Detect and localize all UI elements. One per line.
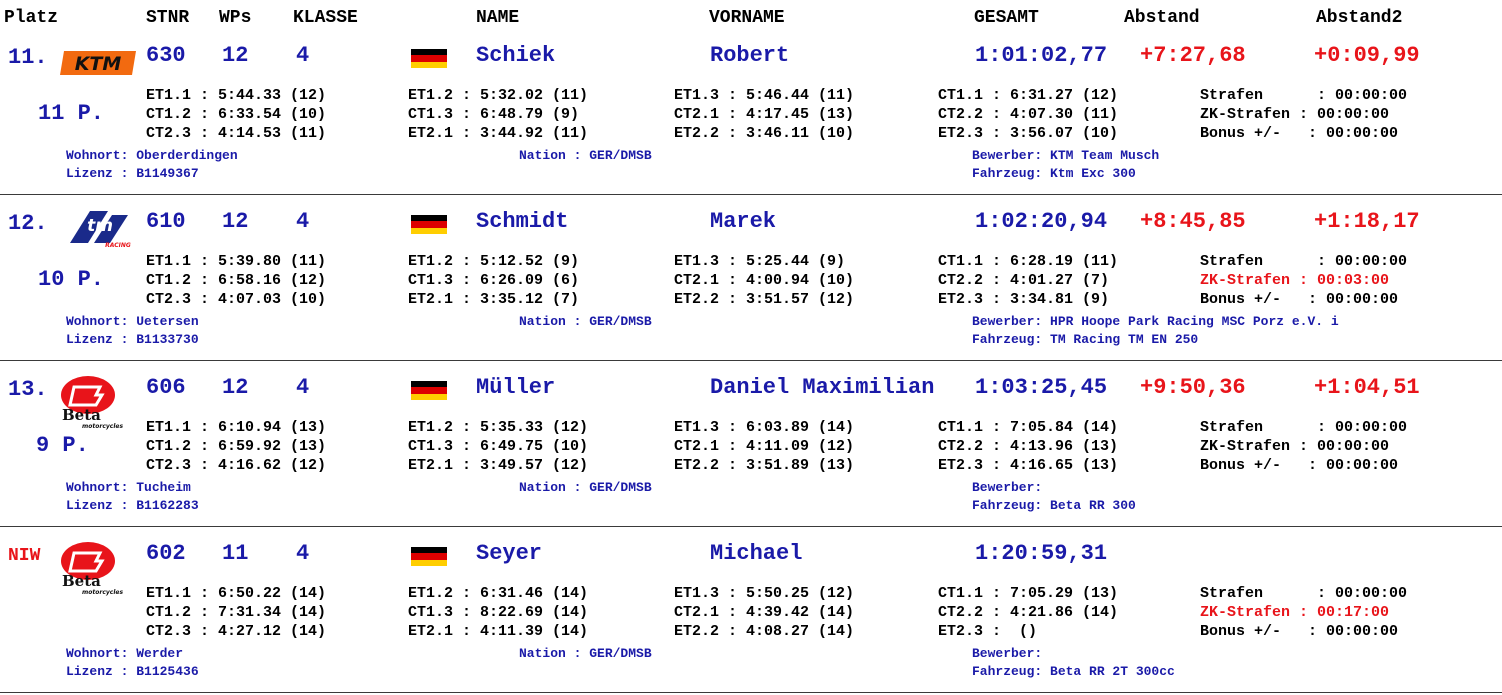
divider — [0, 692, 1502, 693]
penalty: ZK-Strafen : 00:00:00 — [1200, 438, 1390, 455]
col-klasse: KLASSE — [293, 8, 358, 28]
rank: NIW — [8, 546, 41, 566]
split-time: CT1.1 : 7:05.84 (14) — [938, 419, 1119, 436]
vorname: Marek — [710, 209, 777, 234]
col-abstand2: Abstand2 — [1316, 8, 1403, 28]
split-time: CT2.1 : 4:17.45 (13) — [674, 106, 855, 123]
name: Schmidt — [476, 209, 569, 234]
split-time: ET1.2 : 6:31.46 (14) — [408, 585, 589, 602]
split-time: CT2.3 : 4:27.12 (14) — [146, 623, 327, 640]
split-time: CT2.2 : 4:13.96 (13) — [938, 438, 1119, 455]
split-time: ET2.3 : 3:34.81 (9) — [938, 291, 1110, 308]
lizenz: Lizenz : B1162283 — [66, 498, 199, 513]
penalty: ZK-Strafen : 00:03:00 — [1200, 272, 1390, 289]
bewerber: Bewerber: HPR Hoope Park Racing MSC Porz e.V. i — [972, 314, 1339, 329]
brand-logo-icon — [60, 375, 140, 430]
split-time: ET1.1 : 5:39.80 (11) — [146, 253, 327, 270]
rank: 11. — [8, 45, 48, 70]
fahrzeug: Fahrzeug: Beta RR 2T 300cc — [972, 664, 1175, 679]
split-time: ET1.2 : 5:32.02 (11) — [408, 87, 589, 104]
vorname: Robert — [710, 43, 790, 68]
svg-text:tm: tm — [87, 216, 113, 236]
split-time: CT1.3 : 6:48.79 (9) — [408, 106, 580, 123]
split-time: CT1.1 : 6:31.27 (12) — [938, 87, 1119, 104]
col-gesamt: GESAMT — [974, 8, 1039, 28]
germany-flag-icon — [411, 49, 447, 68]
split-time: CT2.2 : 4:07.30 (11) — [938, 106, 1119, 123]
points: 10 P. — [38, 267, 105, 292]
germany-flag-icon — [411, 215, 447, 234]
bewerber: Bewerber: — [972, 480, 1043, 495]
penalty: Strafen : 00:00:00 — [1200, 419, 1408, 436]
wps: 12 — [222, 375, 249, 400]
divider — [0, 194, 1502, 195]
split-time: ET1.3 : 5:25.44 (9) — [674, 253, 846, 270]
wohnort: Wohnort: Uetersen — [66, 314, 199, 329]
klasse: 4 — [296, 209, 310, 234]
column-header — [0, 0, 1502, 30]
svg-text:Beta: Beta — [62, 572, 101, 590]
penalty: Bonus +/- : 00:00:00 — [1200, 125, 1399, 142]
svg-text:motorcycles: motorcycles — [82, 589, 124, 596]
svg-text:motorcycles: motorcycles — [82, 423, 124, 430]
vorname: Michael — [710, 541, 803, 566]
penalty: ZK-Strafen : 00:17:00 — [1200, 604, 1390, 621]
bewerber: Bewerber: — [972, 646, 1043, 661]
wohnort: Wohnort: Werder — [66, 646, 184, 661]
fahrzeug: Fahrzeug: Ktm Exc 300 — [972, 166, 1136, 181]
gesamt: 1:03:25,45 — [975, 375, 1108, 400]
split-time: ET1.1 : 5:44.33 (12) — [146, 87, 327, 104]
abstand: +9:50,36 — [1140, 375, 1246, 400]
germany-flag-icon — [411, 381, 447, 400]
penalty: Strafen : 00:00:00 — [1200, 87, 1408, 104]
gesamt: 1:01:02,77 — [975, 43, 1108, 68]
penalty: Bonus +/- : 00:00:00 — [1200, 623, 1399, 640]
split-time: CT2.3 : 4:14.53 (11) — [146, 125, 327, 142]
split-time: ET1.2 : 5:12.52 (9) — [408, 253, 580, 270]
fahrzeug: Fahrzeug: TM Racing TM EN 250 — [972, 332, 1199, 347]
name: Müller — [476, 375, 556, 400]
abstand2: +1:04,51 — [1314, 375, 1420, 400]
points: 9 P. — [36, 433, 89, 458]
split-time: CT1.1 : 6:28.19 (11) — [938, 253, 1119, 270]
rider-entry — [0, 529, 1502, 695]
split-time: ET2.1 : 3:44.92 (11) — [408, 125, 589, 142]
split-time: ET1.2 : 5:35.33 (12) — [408, 419, 589, 436]
name: Seyer — [476, 541, 543, 566]
penalty: Bonus +/- : 00:00:00 — [1200, 457, 1399, 474]
split-time: ET1.3 : 5:50.25 (12) — [674, 585, 855, 602]
gesamt: 1:20:59,31 — [975, 541, 1108, 566]
split-time: ET2.1 : 3:49.57 (12) — [408, 457, 589, 474]
col-vorname: VORNAME — [709, 8, 785, 28]
svg-text:KTM: KTM — [74, 53, 122, 75]
split-time: CT2.1 : 4:39.42 (14) — [674, 604, 855, 621]
vorname: Daniel Maximilian — [710, 375, 935, 400]
split-time: ET2.1 : 3:35.12 (7) — [408, 291, 580, 308]
wohnort: Wohnort: Tucheim — [66, 480, 191, 495]
penalty: Strafen : 00:00:00 — [1200, 585, 1408, 602]
brand-logo-icon — [60, 541, 140, 596]
divider — [0, 360, 1502, 361]
svg-text:RACING: RACING — [105, 242, 131, 249]
split-time: CT2.3 : 4:16.62 (12) — [146, 457, 327, 474]
split-time: ET2.2 : 3:46.11 (10) — [674, 125, 855, 142]
start-number: 606 — [146, 375, 186, 400]
name: Schiek — [476, 43, 556, 68]
split-time: ET2.2 : 3:51.57 (12) — [674, 291, 855, 308]
abstand: +8:45,85 — [1140, 209, 1246, 234]
nation: Nation : GER/DMSB — [519, 314, 652, 329]
split-time: CT1.2 : 6:58.16 (12) — [146, 272, 327, 289]
klasse: 4 — [296, 43, 310, 68]
fahrzeug: Fahrzeug: Beta RR 300 — [972, 498, 1136, 513]
nation: Nation : GER/DMSB — [519, 148, 652, 163]
split-time: ET2.2 : 3:51.89 (13) — [674, 457, 855, 474]
split-time: ET2.3 : 3:56.07 (10) — [938, 125, 1119, 142]
split-time: ET1.1 : 6:10.94 (13) — [146, 419, 327, 436]
split-time: CT2.1 : 4:11.09 (12) — [674, 438, 855, 455]
split-time: ET2.1 : 4:11.39 (14) — [408, 623, 589, 640]
divider — [0, 526, 1502, 527]
split-time: ET2.3 : () — [938, 623, 1038, 640]
col-platz: Platz — [4, 8, 59, 28]
split-time: ET1.1 : 6:50.22 (14) — [146, 585, 327, 602]
split-time: CT1.2 : 6:59.92 (13) — [146, 438, 327, 455]
wps: 12 — [222, 43, 249, 68]
points: 11 P. — [38, 101, 105, 126]
rank: 12. — [8, 211, 48, 236]
split-time: CT1.2 : 6:33.54 (10) — [146, 106, 327, 123]
start-number: 630 — [146, 43, 186, 68]
split-time: CT1.3 : 8:22.69 (14) — [408, 604, 589, 621]
start-number: 610 — [146, 209, 186, 234]
abstand: +7:27,68 — [1140, 43, 1246, 68]
rank: 13. — [8, 377, 48, 402]
abstand2: +1:18,17 — [1314, 209, 1420, 234]
abstand2: +0:09,99 — [1314, 43, 1420, 68]
col-abstand: Abstand — [1124, 8, 1200, 28]
split-time: ET2.3 : 4:16.65 (13) — [938, 457, 1119, 474]
svg-text:Beta: Beta — [62, 406, 101, 424]
wohnort: Wohnort: Oberderdingen — [66, 148, 238, 163]
penalty: Strafen : 00:00:00 — [1200, 253, 1408, 270]
gesamt: 1:02:20,94 — [975, 209, 1108, 234]
col-stnr: STNR — [146, 8, 190, 28]
split-time: CT2.1 : 4:00.94 (10) — [674, 272, 855, 289]
start-number: 602 — [146, 541, 186, 566]
split-time: CT2.2 : 4:21.86 (14) — [938, 604, 1119, 621]
lizenz: Lizenz : B1133730 — [66, 332, 199, 347]
nation: Nation : GER/DMSB — [519, 646, 652, 661]
brand-logo-icon — [60, 209, 140, 249]
brand-logo-icon — [60, 43, 140, 83]
wps: 11 — [222, 541, 249, 566]
col-name: NAME — [476, 8, 520, 28]
split-time: CT1.3 : 6:26.09 (6) — [408, 272, 580, 289]
split-time: CT1.2 : 7:31.34 (14) — [146, 604, 327, 621]
split-time: CT1.1 : 7:05.29 (13) — [938, 585, 1119, 602]
col-wps: WPs — [219, 8, 252, 28]
rider-entry — [0, 197, 1502, 363]
split-time: CT1.3 : 6:49.75 (10) — [408, 438, 589, 455]
bewerber: Bewerber: KTM Team Musch — [972, 148, 1160, 163]
split-time: ET1.3 : 5:46.44 (11) — [674, 87, 855, 104]
lizenz: Lizenz : B1125436 — [66, 664, 199, 679]
rider-entry — [0, 31, 1502, 197]
germany-flag-icon — [411, 547, 447, 566]
klasse: 4 — [296, 541, 310, 566]
penalty: ZK-Strafen : 00:00:00 — [1200, 106, 1390, 123]
rider-entry — [0, 363, 1502, 529]
wps: 12 — [222, 209, 249, 234]
klasse: 4 — [296, 375, 310, 400]
split-time: CT2.3 : 4:07.03 (10) — [146, 291, 327, 308]
split-time: CT2.2 : 4:01.27 (7) — [938, 272, 1110, 289]
split-time: ET1.3 : 6:03.89 (14) — [674, 419, 855, 436]
split-time: ET2.2 : 4:08.27 (14) — [674, 623, 855, 640]
lizenz: Lizenz : B1149367 — [66, 166, 199, 181]
nation: Nation : GER/DMSB — [519, 480, 652, 495]
penalty: Bonus +/- : 00:00:00 — [1200, 291, 1399, 308]
